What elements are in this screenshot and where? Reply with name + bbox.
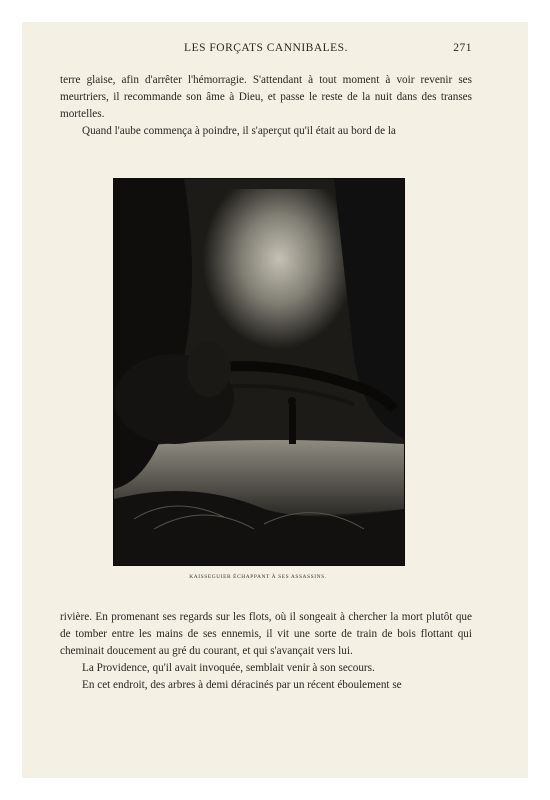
paragraph: rivière. En promenant ses regards sur les flots, où il songeait à chercher la mort plutôt que de tomber entre les mains de ses ennemis, il vit une sorte de train de bois flottant qui cheminait doucement au gré du courant, et qui s'avançait vers lui.: [60, 611, 472, 657]
running-title: LES FORÇATS CANNIBALES.: [184, 42, 348, 54]
paragraph: La Providence, qu'il avait invoquée, semblait venir à son secours.: [82, 662, 375, 674]
page-number: 271: [453, 42, 472, 54]
engraving-illustration: [113, 178, 405, 566]
figure-caption: KAISSEGUIER ÉCHAPPANT À SES ASSASSINS.: [189, 574, 327, 580]
paragraph: terre glaise, afin d'arrêter l'hémorragie. S'attendant à tout moment à voir revenir ses meurtriers, il recommande son âme à Dieu, et passe le reste de la nuit dans des transes mortelles.: [60, 74, 472, 120]
engraving-art: [114, 179, 404, 565]
paragraph: Quand l'aube commença à poindre, il s'aperçut qu'il était au bord de la: [82, 125, 396, 137]
running-header: [60, 42, 472, 58]
paragraph: En cet endroit, des arbres à demi déracinés par un récent éboulement se: [82, 679, 402, 691]
